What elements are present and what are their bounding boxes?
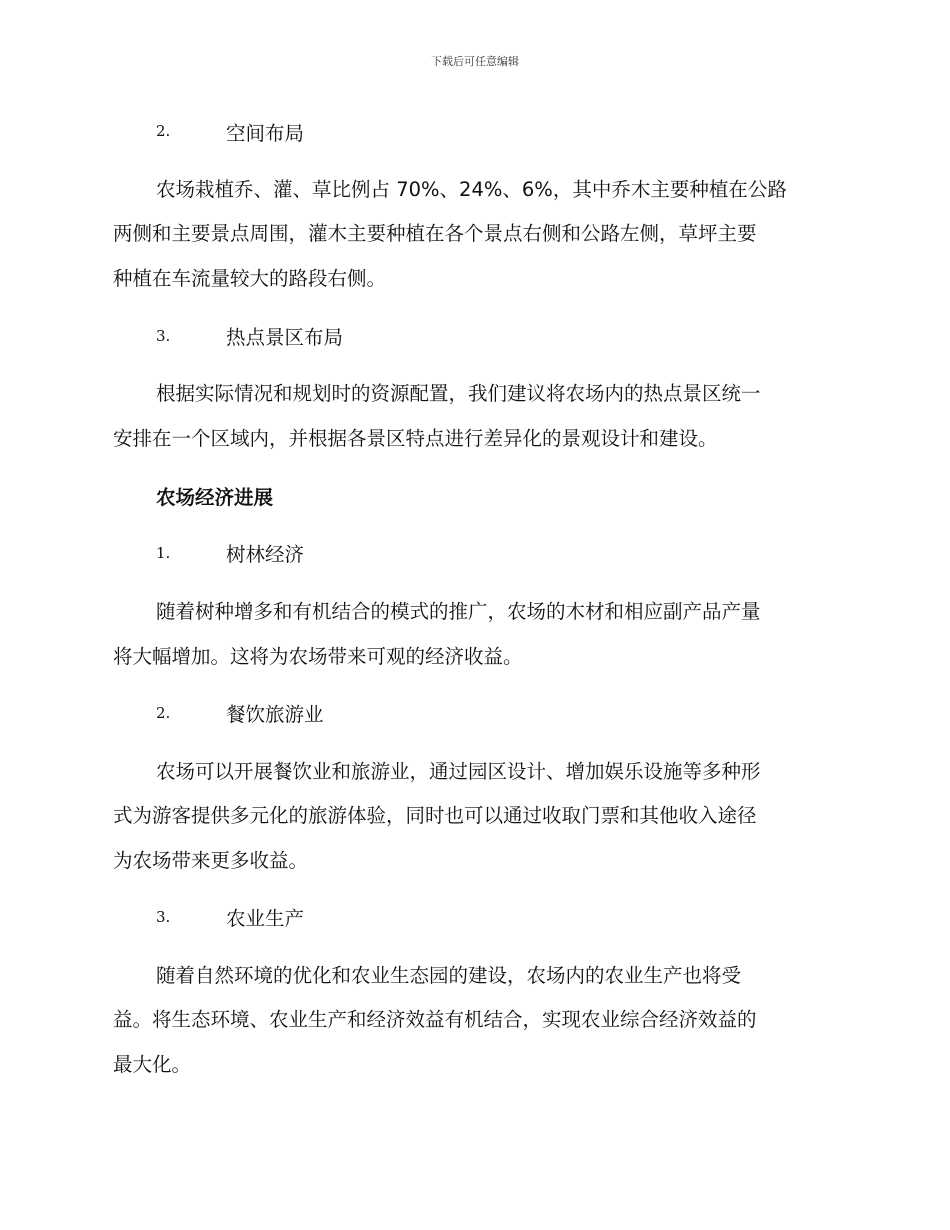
heading-forest-economy: 树林经济 — [226, 543, 305, 566]
heading-number: 2. — [156, 704, 171, 722]
paragraph-line: 安排在一个区域内，并根据各景区特点进行差异化的景观设计和建设。 — [113, 427, 718, 450]
paragraph-line: 随着树种增多和有机结合的模式的推广，农场的木材和相应副产品产量 — [156, 600, 761, 623]
paragraph-line: 随着自然环境的优化和农业生态园的建设，农场内的农业生产也将受 — [156, 964, 742, 987]
heading-number: 1. — [156, 544, 171, 562]
paragraph-line: 两侧和主要景点周围，灌木主要种植在各个景点右侧和公路左侧，草坪主要 — [113, 222, 757, 245]
heading-number: 3. — [156, 908, 171, 926]
paragraph-line: 将大幅增加。这将为农场带来可观的经济收益。 — [113, 645, 523, 668]
paragraph-line: 农场栽植乔、灌、草比例占 70%、24%、6%，其中乔木主要种植在公路 — [156, 178, 787, 201]
paragraph-line: 式为游客提供多元化的旅游体验，同时也可以通过收取门票和其他收入途径 — [113, 804, 757, 827]
paragraph-line: 益。将生态环境、农业生产和经济效益有机结合，实现农业综合经济效益的 — [113, 1008, 757, 1031]
page-header: 下载后可任意编辑 — [431, 55, 519, 68]
paragraph-line: 农场可以开展餐饮业和旅游业，通过园区设计、增加娱乐设施等多种形 — [156, 760, 761, 783]
heading-number: 3. — [156, 327, 171, 345]
paragraph-line: 种植在车流量较大的路段右侧。 — [113, 267, 387, 290]
heading-catering-tourism: 餐饮旅游业 — [226, 703, 324, 726]
heading-agriculture: 农业生产 — [226, 907, 305, 930]
paragraph-line: 为农场带来更多收益。 — [113, 849, 309, 872]
paragraph-line: 最大化。 — [113, 1053, 192, 1076]
paragraph-line: 根据实际情况和规划时的资源配置，我们建议将农场内的热点景区统一 — [156, 382, 761, 405]
heading-hotspot-layout: 热点景区布局 — [226, 326, 344, 349]
heading-number: 2. — [156, 122, 171, 140]
section-title-economy: 农场经济进展 — [156, 486, 274, 509]
heading-spatial-layout: 空间布局 — [226, 122, 305, 145]
